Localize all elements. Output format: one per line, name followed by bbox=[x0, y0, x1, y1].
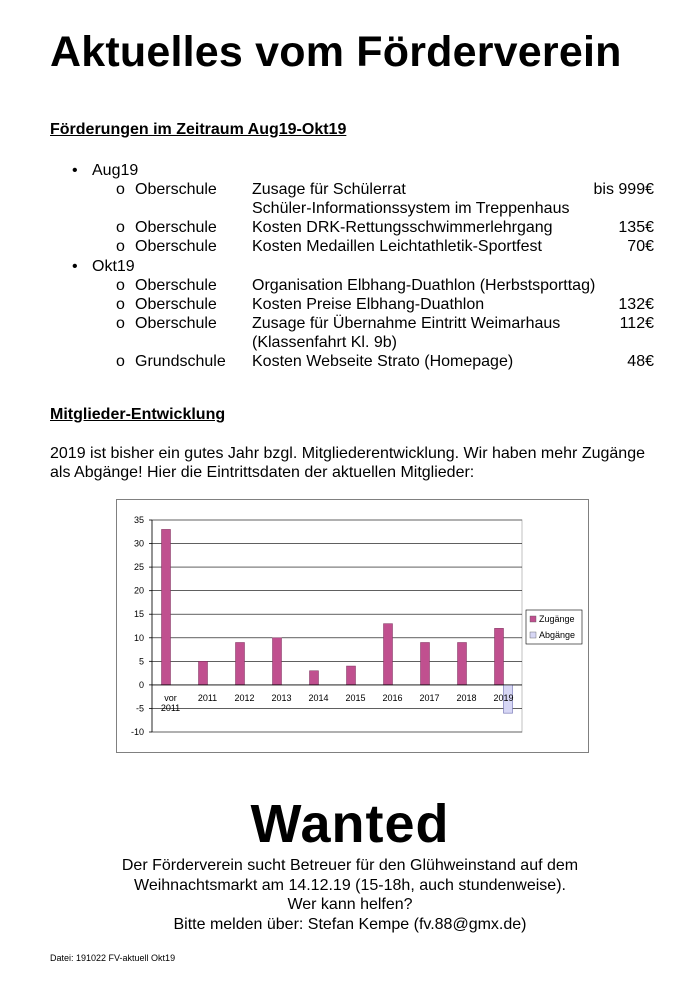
item-description-cont: (Klassenfahrt Kl. 9b) bbox=[252, 334, 397, 351]
school-name: Oberschule bbox=[135, 277, 217, 294]
wanted-line: Wer kann helfen? bbox=[287, 896, 413, 913]
members-heading: Mitglieder-Entwicklung bbox=[50, 406, 226, 423]
item-description: Organisation Elbhang-Duathlon (Herbstsporttag) bbox=[252, 277, 596, 294]
wanted-line: Weihnachtsmarkt am 14.12.19 (15-18h, auch stundenweise). bbox=[134, 876, 566, 894]
sub-bullet: o bbox=[116, 219, 125, 236]
item-description: Zusage für Schülerrat bbox=[252, 181, 406, 198]
member-chart bbox=[116, 499, 589, 753]
sub-bullet: o bbox=[116, 277, 125, 294]
bar-zugaenge bbox=[384, 624, 393, 685]
footer-filename: Datei: 191022 FV-aktuell Okt19 bbox=[50, 953, 176, 963]
y-tick-label: 30 bbox=[133, 538, 144, 549]
item-description: Kosten Medaillen Leichtathletik-Sportfest bbox=[252, 238, 542, 255]
chart-svg bbox=[117, 500, 588, 752]
y-tick-label: 20 bbox=[133, 585, 144, 596]
x-tick-label: 2019 bbox=[493, 692, 514, 703]
page-title: Aktuelles vom Förderverein bbox=[50, 28, 622, 76]
bar-zugaenge bbox=[162, 529, 171, 684]
list-item bbox=[0, 296, 700, 315]
list-item bbox=[0, 219, 700, 238]
group-label: Okt19 bbox=[92, 258, 135, 275]
bar-zugaenge bbox=[347, 666, 356, 685]
item-amount: bis 999€ bbox=[593, 181, 654, 198]
funding-heading: Förderungen im Zeitraum Aug19-Okt19 bbox=[50, 121, 347, 138]
y-tick-label: 10 bbox=[133, 632, 144, 643]
bar-zugaenge bbox=[273, 638, 282, 685]
list-item bbox=[0, 353, 700, 372]
x-tick-label: 2014 bbox=[308, 692, 329, 703]
bullet-dot: • bbox=[72, 258, 78, 275]
y-tick-label: 5 bbox=[138, 656, 144, 667]
sub-bullet: o bbox=[116, 181, 125, 198]
school-name: Oberschule bbox=[135, 238, 217, 255]
x-tick-label: 2013 bbox=[271, 692, 292, 703]
bar-zugaenge bbox=[458, 642, 467, 684]
item-amount: 112€ bbox=[619, 315, 654, 332]
item-description: Kosten DRK-Rettungsschwimmerlehrgang bbox=[252, 219, 553, 236]
school-name: Oberschule bbox=[135, 315, 217, 332]
legend-swatch bbox=[530, 632, 536, 638]
y-tick-label: -5 bbox=[135, 703, 144, 714]
sub-bullet: o bbox=[116, 296, 125, 313]
wanted-line: Der Förderverein sucht Betreuer für den Glühweinstand auf dem bbox=[121, 857, 579, 874]
bar-zugaenge bbox=[495, 628, 504, 685]
sub-bullet: o bbox=[116, 315, 125, 332]
list-item bbox=[0, 277, 700, 296]
sub-bullet: o bbox=[116, 238, 125, 255]
list-item bbox=[0, 238, 700, 257]
x-tick-label: 2011 bbox=[197, 692, 218, 703]
wanted-heading: Wanted bbox=[250, 794, 450, 854]
y-tick-label: 35 bbox=[133, 515, 144, 525]
item-description: Kosten Webseite Strato (Homepage) bbox=[252, 353, 514, 370]
wanted-text bbox=[0, 856, 700, 934]
bar-zugaenge bbox=[199, 661, 208, 685]
item-description: Zusage für Übernahme Eintritt Weimarhaus bbox=[252, 315, 561, 332]
school-name: Oberschule bbox=[135, 296, 217, 313]
y-tick-label: 25 bbox=[133, 562, 144, 573]
x-tick-label: 2016 bbox=[382, 692, 403, 703]
y-tick-label: 15 bbox=[133, 609, 144, 620]
group-label: Aug19 bbox=[92, 162, 139, 179]
y-tick-label: -10 bbox=[130, 727, 144, 737]
item-amount: 70€ bbox=[627, 238, 654, 255]
members-paragraph: 2019 ist bisher ein gutes Jahr bzgl. Mitgliederentwicklung. Wir haben mehr Zugänge als Abgänge! Hier die Eintrittsdaten der aktuellen Mitglieder: bbox=[50, 445, 645, 481]
x-tick-label: 2011 bbox=[160, 702, 181, 713]
item-description: Kosten Preise Elbhang-Duathlon bbox=[252, 296, 485, 313]
bar-zugaenge bbox=[310, 671, 319, 685]
school-name: Grundschule bbox=[135, 353, 226, 370]
x-tick-label: vor bbox=[164, 692, 177, 703]
school-name: Oberschule bbox=[135, 181, 217, 198]
x-tick-label: 2017 bbox=[419, 692, 440, 703]
wanted-line: Bitte melden über: Stefan Kempe (fv.88@gmx.de) bbox=[173, 915, 527, 933]
list-item bbox=[0, 315, 700, 334]
item-amount: 48€ bbox=[627, 353, 654, 370]
x-tick-label: 2015 bbox=[345, 692, 366, 703]
legend-label: Zugänge bbox=[539, 614, 575, 624]
x-tick-label: 2012 bbox=[234, 692, 255, 703]
legend-swatch bbox=[530, 616, 536, 622]
y-tick-label: 0 bbox=[138, 679, 144, 690]
bullet-dot: • bbox=[72, 162, 78, 179]
bar-zugaenge bbox=[421, 642, 430, 684]
item-amount: 132€ bbox=[618, 296, 654, 313]
bar-zugaenge bbox=[236, 642, 245, 684]
list-item bbox=[0, 181, 700, 200]
sub-bullet: o bbox=[116, 353, 125, 370]
school-name: Oberschule bbox=[135, 219, 217, 236]
legend-label: Abgänge bbox=[539, 630, 576, 640]
item-amount: 135€ bbox=[618, 219, 654, 236]
x-tick-label: 2018 bbox=[456, 692, 477, 703]
item-description-cont: Schüler-Informationssystem im Treppenhaus bbox=[252, 200, 570, 217]
